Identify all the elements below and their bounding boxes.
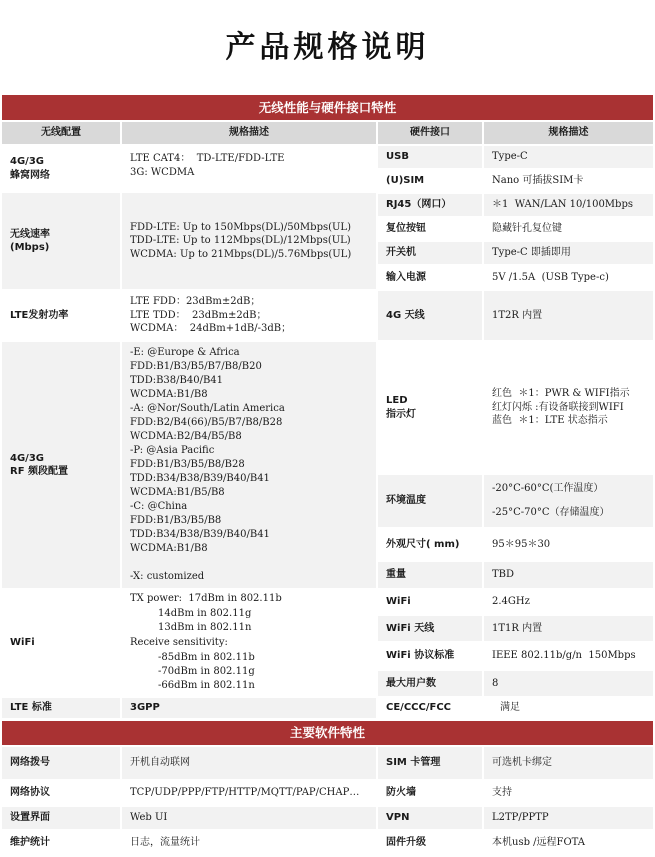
hardware-value: ＊1 WAN/LAN 10/100Mbps xyxy=(484,194,653,216)
hardware-name: RJ45（网口） xyxy=(378,194,482,216)
hardware-value: -20°C-60°C(工作温度） -25°C-70°C（存储温度） xyxy=(484,475,653,527)
header-wireless-spec: 规格描述 xyxy=(122,122,376,144)
wireless-power-value: LTE FDD：23dBm±2dB； LTE TDD： 23dBm±2dB； WCDMA： 24dBm+1dB/-3dB； xyxy=(122,291,376,340)
software-name: 维护统计 xyxy=(2,831,120,855)
wireless-rf-name: 4G/3G RF 频段配置 xyxy=(2,342,120,588)
hardware-name: WiFi xyxy=(378,590,482,614)
wireless-wifi-tx-label: TX power: 17dBm in 802.11b xyxy=(122,592,376,606)
wireless-rate-name: 无线速率 (Mbps) xyxy=(2,193,120,289)
hardware-value: TBD xyxy=(484,562,653,588)
hardware-value: 1T2R 内置 xyxy=(484,291,653,340)
hardware-name: 输入电源 xyxy=(378,266,482,289)
hardware-name: WiFi 天线 xyxy=(378,616,482,641)
hardware-value: Nano 可插拔SIM卡 xyxy=(484,170,653,192)
hardware-name: (U)SIM xyxy=(378,170,482,192)
software-value: TCP/UDP/PPP/FTP/HTTP/MQTT/PAP/CHAP… xyxy=(122,781,376,805)
hardware-name: 开关机 xyxy=(378,242,482,264)
software-name: 设置界面 xyxy=(2,807,120,829)
hardware-name: 复位按钮 xyxy=(378,218,482,240)
header-hardware-spec: 规格描述 xyxy=(484,122,653,144)
hardware-value: 红色 ＊1：PWR & WIFI指示 红灯闪烁 :有设备联接到WIFI 蓝色 ＊1：LTE 状态指示 xyxy=(484,342,653,473)
header-wireless-config: 无线配置 xyxy=(2,122,120,144)
wireless-cellular-value: LTE CAT4： TD-LTE/FDD-LTE 3G: WCDMA xyxy=(122,146,376,191)
hardware-name: USB xyxy=(378,146,482,168)
software-value: 日志，流量统计 xyxy=(122,831,376,855)
hardware-value: 5V /1.5A (USB Type-c) xyxy=(484,266,653,289)
wireless-wifi-rx-values: -85dBm in 802.11b -70dBm in 802.11g -66dBm in 802.11n xyxy=(122,650,376,694)
wireless-wifi-rx-label: Receive sensitivity: xyxy=(122,636,376,650)
wireless-rf-value: -E: @Europe & Africa FDD:B1/B3/B5/B7/B8/B20 TDD:B38/B40/B41 WCDMA:B1/B8 -A: @Nor/South/Latin America FDD:B2/B4(66)/B5/B7/B8/B28 WCDMA:B2/B4/B5/B8 -P: @Asia Pacific FDD:B1/B3/B5/B8/B28 TDD:B34/B38/B39/B40/B41 WCDMA:B1/B5/B8 -C: @China FDD:B1/B3/B5/B8 TDD:B34/B38/B39/B40/B41 WCDMA:B1/B8 -X: customized xyxy=(122,342,376,588)
wireless-std-name: LTE 标准 xyxy=(2,698,120,718)
software-value: 支持 xyxy=(484,781,653,805)
hardware-name: 4G 天线 xyxy=(378,291,482,340)
hardware-value: 95＊95＊30 xyxy=(484,529,653,560)
hardware-value: 满足 xyxy=(484,698,653,718)
hardware-value: 1T1R 内置 xyxy=(484,616,653,641)
hardware-value: IEEE 802.11b/g/n 150Mbps xyxy=(484,643,653,669)
section-banner-software: 主要软件特性 xyxy=(2,721,653,745)
wireless-wifi-tx-values: 14dBm in 802.11g 13dBm in 802.11n xyxy=(122,606,376,635)
hardware-value: 8 xyxy=(484,671,653,696)
wireless-rate-value: FDD-LTE: Up to 150Mbps(DL)/50Mbps(UL) TDD-LTE: Up to 112Mbps(DL)/12Mbps(UL) WCDMA: Up to 21Mbps(DL)/5.76Mbps(UL) xyxy=(122,193,376,289)
wireless-std-value: 3GPP xyxy=(122,698,376,718)
software-name: 防火墙 xyxy=(378,781,482,805)
page-title: 产品规格说明 xyxy=(225,30,430,65)
hardware-name: WiFi 协议标准 xyxy=(378,643,482,669)
software-name: 网络协议 xyxy=(2,781,120,805)
software-value: 可选机卡绑定 xyxy=(484,747,653,779)
wireless-cellular-name: 4G/3G 蜂窝网络 xyxy=(2,146,120,191)
hardware-value: 隐藏针孔复位键 xyxy=(484,218,653,240)
wireless-power-name: LTE发射功率 xyxy=(2,291,120,340)
software-name: 网络拨号 xyxy=(2,747,120,779)
section-banner-hardware: 无线性能与硬件接口特性 xyxy=(2,95,653,120)
hardware-value: 2.4GHz xyxy=(484,590,653,614)
hardware-name: 外观尺寸( mm) xyxy=(378,529,482,560)
hardware-value: Type-C xyxy=(484,146,653,168)
software-name: 固件升级 xyxy=(378,831,482,855)
hardware-name: CE/CCC/FCC xyxy=(378,698,482,718)
software-name: SIM 卡管理 xyxy=(378,747,482,779)
hardware-name: LED 指示灯 xyxy=(378,342,482,473)
software-value: 开机自动联网 xyxy=(122,747,376,779)
header-hardware-interface: 硬件接口 xyxy=(378,122,482,144)
software-value: Web UI xyxy=(122,807,376,829)
software-value: L2TP/PPTP xyxy=(484,807,653,829)
wireless-wifi-name: WiFi xyxy=(2,590,120,696)
software-value: 本机usb /远程FOTA xyxy=(484,831,653,855)
software-name: VPN xyxy=(378,807,482,829)
hardware-name: 环境温度 xyxy=(378,475,482,527)
hardware-name: 最大用户数 xyxy=(378,671,482,696)
hardware-name: 重量 xyxy=(378,562,482,588)
hardware-value: Type-C 即插即用 xyxy=(484,242,653,264)
